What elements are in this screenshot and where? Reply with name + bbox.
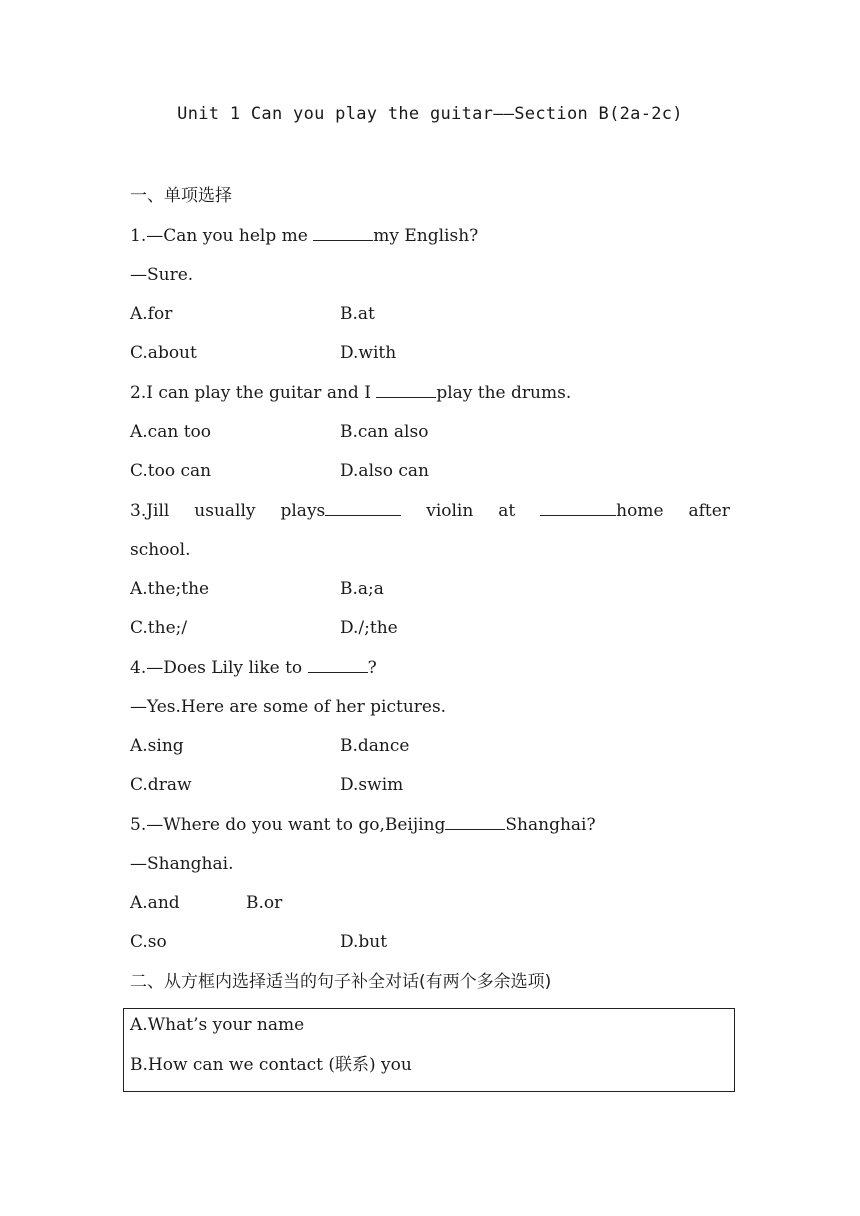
question-5 — [130, 813, 596, 837]
option-a: A.the;the — [130, 579, 210, 599]
option-c: C.draw — [130, 775, 192, 795]
question-3-word: usually — [194, 501, 256, 521]
question-1-stem: 1.—Can you help me — [130, 226, 314, 246]
option-d: D.also can — [340, 461, 429, 481]
option-a: A.and — [130, 893, 180, 913]
question-4 — [130, 656, 377, 680]
option-d: D.swim — [340, 775, 404, 795]
question-1-reply: —Sure. — [130, 265, 194, 285]
question-4-reply: —Yes.Here are some of her pictures. — [130, 697, 447, 717]
question-2 — [130, 381, 571, 405]
option-c: C.the;/ — [130, 618, 188, 638]
option-b: B.or — [246, 893, 283, 913]
question-3-word: 3.Jill — [130, 501, 170, 521]
option-b: B.a;a — [340, 579, 384, 599]
question-5-stem-end: Shanghai? — [505, 815, 596, 835]
question-3-continuation: school. — [130, 540, 191, 560]
section-2-heading: 二、从方框内选择适当的句子补全对话(有两个多余选项) — [130, 972, 552, 992]
option-a: A.sing — [130, 736, 184, 756]
question-3-word: plays — [280, 499, 401, 523]
section-1-heading: 一、单项选择 — [130, 186, 232, 206]
option-c: C.so — [130, 932, 167, 952]
question-3-word: violin — [426, 501, 474, 521]
question-2-stem: 2.I can play the guitar and I — [130, 383, 377, 403]
question-1-stem-end: my English? — [373, 226, 479, 246]
question-3-word: after — [688, 501, 730, 521]
question-2-stem-end: play the drums. — [436, 383, 572, 403]
question-5-stem: 5.—Where do you want to go,Beijing — [130, 815, 446, 835]
question-3-word: home — [540, 499, 663, 523]
question-3-word: at — [498, 501, 516, 521]
question-5-reply: —Shanghai. — [130, 854, 234, 874]
question-3 — [130, 499, 730, 523]
question-1 — [130, 224, 478, 248]
option-c: C.too can — [130, 461, 212, 481]
option-a: A.can too — [130, 422, 211, 442]
option-b: B.at — [340, 304, 375, 324]
answer-blank — [325, 499, 401, 516]
answer-blank — [540, 499, 616, 516]
question-4-stem-end: ? — [367, 658, 377, 678]
answer-blank — [313, 224, 373, 241]
box-option-b: B.How can we contact (联系) you — [130, 1055, 412, 1075]
option-d: D.but — [340, 932, 388, 952]
option-a: A.for — [130, 304, 173, 324]
option-b: B.dance — [340, 736, 410, 756]
option-d: D./;the — [340, 618, 398, 638]
answer-blank — [308, 656, 368, 673]
options-box — [123, 1008, 735, 1092]
option-c: C.about — [130, 343, 197, 363]
question-4-stem: 4.—Does Lily like to — [130, 658, 308, 678]
option-d: D.with — [340, 343, 397, 363]
answer-blank — [445, 813, 505, 830]
option-b: B.can also — [340, 422, 429, 442]
box-option-a: A.What’s your name — [130, 1015, 305, 1035]
answer-blank — [376, 381, 436, 398]
page-title: Unit 1 Can you play the guitar——Section B(2a-2c) — [177, 104, 683, 124]
